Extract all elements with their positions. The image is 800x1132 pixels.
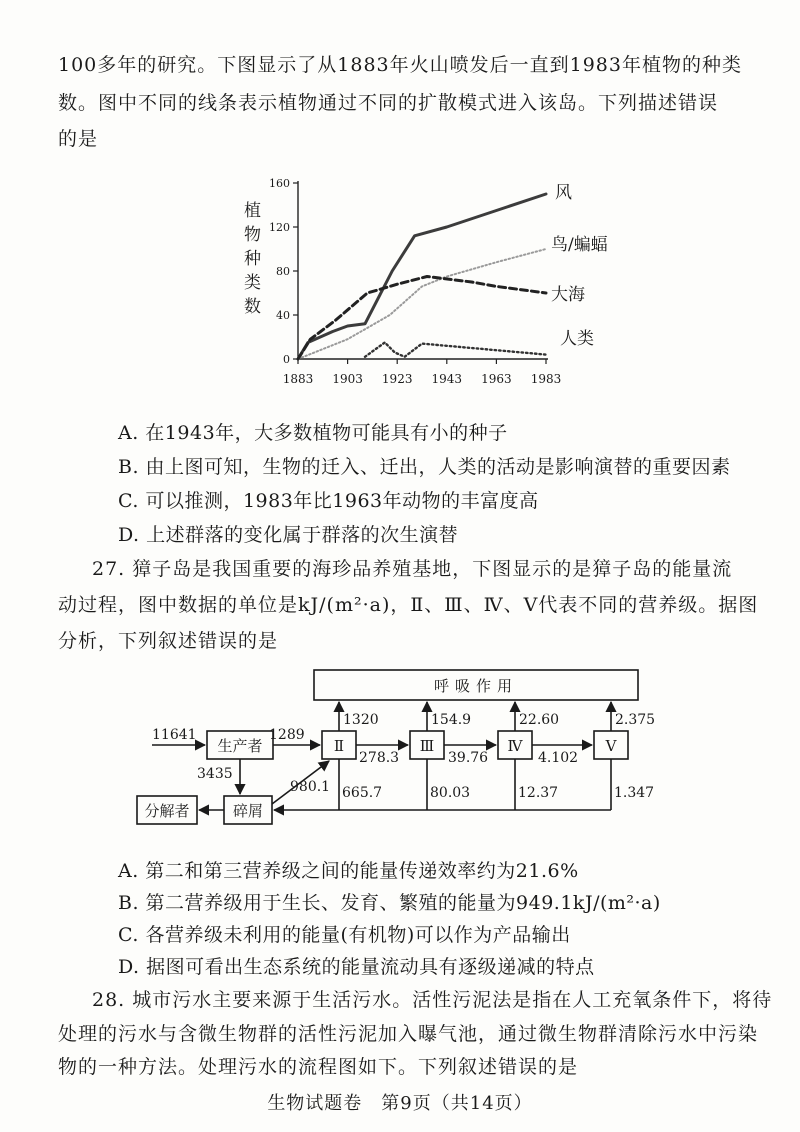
y-tick-label: 160	[269, 177, 290, 190]
chart-axes	[269, 177, 561, 386]
level-5-label: Ⅴ	[605, 737, 617, 755]
chart-series-lines	[298, 194, 546, 359]
value-1320: 1320	[343, 712, 379, 728]
q27-option-a: A. 第二和第三营养级之间的能量传递效率约为21.6%	[118, 860, 579, 882]
series-label-1: 鸟/蝙蝠	[551, 235, 608, 255]
x-tick-label: 1983	[530, 372, 562, 386]
q26-option-c: C. 可以推测，1983年比1963年动物的丰富度高	[118, 490, 539, 512]
level-3-label: Ⅲ	[419, 737, 435, 755]
q28-line-3: 物的一种方法。处理污水的流程图如下。下列叙述错误的是	[58, 1056, 579, 1078]
series-label-0: 风	[555, 183, 572, 203]
value-665-7: 665.7	[342, 785, 383, 801]
respiration-label: 呼吸作用	[433, 677, 519, 695]
q27-line-1: 27. 獐子岛是我国重要的海珍品养殖基地，下图显示的是獐子岛的能量流	[92, 558, 733, 580]
value-154-9: 154.9	[431, 712, 472, 728]
value-39-76: 39.76	[448, 750, 489, 766]
y-tick-label: 80	[276, 265, 290, 278]
ylabel-char-1: 植	[244, 201, 261, 221]
ylabel-char-2: 物	[244, 225, 261, 245]
q27-line-3: 分析，下列叙述错误的是	[58, 630, 279, 652]
q27-line-2: 动过程，图中数据的单位是kJ/(m²·a)，Ⅱ、Ⅲ、Ⅳ、Ⅴ代表不同的营养级。据图	[58, 594, 759, 616]
value-1289: 1289	[269, 727, 305, 743]
x-tick-label: 1963	[481, 372, 512, 386]
level-2-label: Ⅱ	[333, 737, 345, 755]
value-980-1: 980.1	[290, 779, 331, 795]
x-tick-label: 1903	[332, 372, 363, 386]
energy-flow-diagram	[0, 660, 800, 835]
chart-series-labels	[551, 183, 608, 349]
q28-line-1: 28. 城市污水主要来源于生活污水。活性污泥法是指在人工充氧条件下，将待	[92, 989, 773, 1011]
intro-line-1: 100多年的研究。下图显示了从1883年火山喷发后一直到1983年植物的种类	[58, 54, 742, 76]
value-11641: 11641	[152, 727, 197, 743]
q27-option-d: D. 据图可看出生态系统的能量流动具有逐级递减的特点	[118, 956, 595, 978]
series-line-1	[298, 249, 546, 359]
series-line-2	[298, 277, 546, 360]
series-label-3: 人类	[560, 329, 594, 349]
q27-option-c: C. 各营养级未利用的能量(有机物)可以作为产品输出	[118, 924, 571, 946]
value-80-03: 80.03	[430, 785, 471, 801]
decomposer-label: 分解者	[144, 802, 190, 820]
x-tick-label: 1943	[431, 372, 463, 386]
detritus-label: 碎屑	[232, 802, 264, 820]
ylabel-char-4: 类	[244, 273, 261, 293]
plant-species-chart	[0, 160, 800, 400]
value-4-102: 4.102	[538, 750, 579, 766]
x-tick-label: 1883	[282, 372, 314, 386]
q26-option-b: B. 由上图可知，生物的迁入、迁出，人类的活动是影响演替的重要因素	[118, 456, 731, 478]
value-278-3: 278.3	[359, 750, 400, 766]
value-2-375: 2.375	[615, 712, 656, 728]
series-line-3	[365, 343, 546, 357]
level-4-label: Ⅳ	[507, 737, 523, 755]
intro-line-2: 数。图中不同的线条表示植物通过不同的扩散模式进入该岛。下列描述错误	[58, 92, 719, 114]
producer-label: 生产者	[217, 737, 263, 755]
value-1-347: 1.347	[614, 785, 655, 801]
x-tick-label: 1923	[381, 372, 413, 386]
value-22-60: 22.60	[519, 712, 560, 728]
q26-option-a: A. 在1943年，大多数植物可能具有小的种子	[118, 422, 508, 444]
page-footer: 生物试题卷 第9页（共14页）	[267, 1093, 533, 1114]
q26-option-d: D. 上述群落的变化属于群落的次生演替	[118, 524, 459, 546]
series-label-2: 大海	[551, 285, 585, 305]
value-12-37: 12.37	[518, 785, 559, 801]
ylabel-char-3: 种	[244, 249, 261, 269]
q27-option-b: B. 第二营养级用于生长、发育、繁殖的能量为949.1kJ/(m²·a)	[118, 892, 661, 914]
ylabel-char-5: 数	[244, 297, 261, 317]
intro-line-3: 的是	[58, 128, 99, 150]
y-tick-label: 120	[269, 221, 290, 234]
y-tick-label: 0	[283, 353, 290, 366]
y-tick-label: 40	[276, 309, 290, 322]
value-3435: 3435	[197, 766, 233, 782]
q28-line-2: 处理的污水与含微生物群的活性污泥加入曝气池，通过微生物群清除污水中污染	[58, 1023, 759, 1045]
